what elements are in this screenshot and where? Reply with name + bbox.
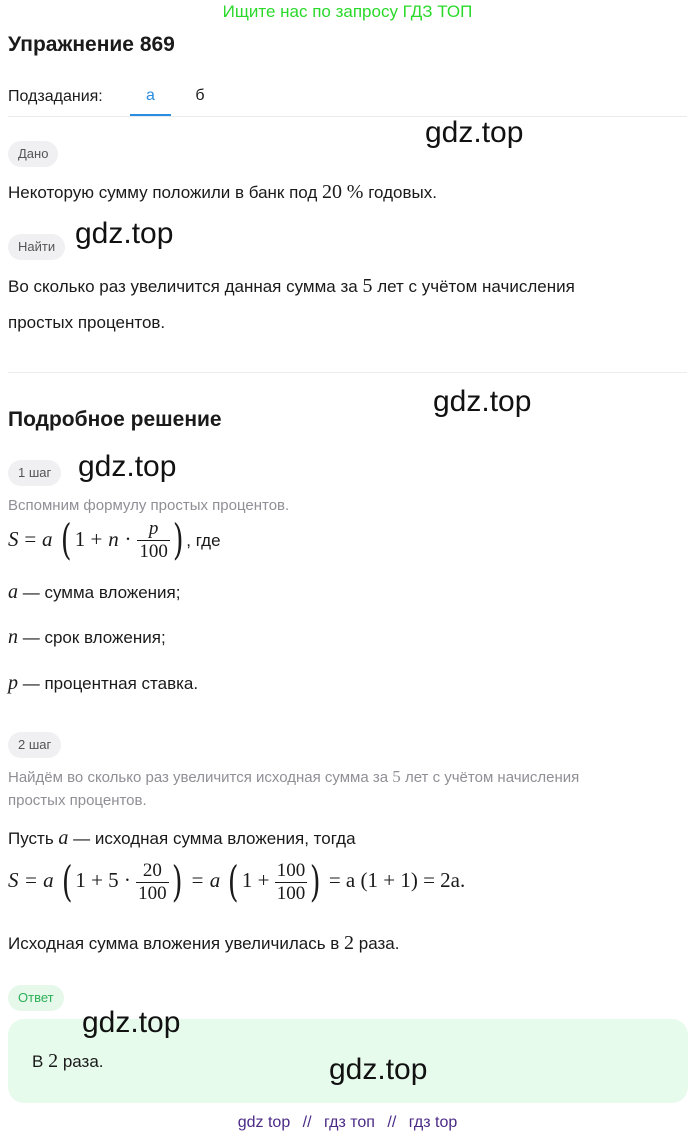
watermark: gdz.top <box>433 385 532 418</box>
step2-hint-after: лет с учётом начисления <box>404 769 580 786</box>
step2-hint-years: 5 <box>392 767 401 786</box>
step2-let <box>8 827 356 850</box>
calc-part2: 1 + <box>241 868 270 893</box>
calc-part1: 1 + 5 · <box>75 868 131 893</box>
answer-num: 2 <box>48 1050 59 1072</box>
step2-pill: 2 шаг <box>8 732 61 758</box>
formula-where: , где <box>186 530 221 550</box>
formula-n: n <box>108 526 119 551</box>
fraction-numerator: p <box>137 518 170 541</box>
tabs-underline <box>8 116 687 117</box>
footer-links <box>0 1114 695 1132</box>
given-rate: 20 <box>322 181 343 203</box>
result-after: раза. <box>358 934 400 953</box>
def-text-p: — процентная ставка. <box>22 674 199 693</box>
subtasks-label: Подзадания: <box>8 88 103 105</box>
calc-fraction-1-num: 20 <box>136 860 169 883</box>
calc-fraction-1 <box>136 860 169 905</box>
section-divider <box>8 372 687 373</box>
find-line1-before: Во сколько раз увеличится данная сумма за <box>8 277 358 296</box>
let-symbol: a <box>58 827 69 849</box>
given-text-before: Некоторую сумму положили в банк под <box>8 183 318 202</box>
formula-a: a <box>42 526 53 551</box>
footer-separator: // <box>302 1114 312 1131</box>
watermark: gdz.top <box>82 1006 181 1039</box>
def-text-a: — сумма вложения; <box>22 583 181 602</box>
page-title: Упражнение 869 <box>8 33 175 56</box>
def-text-n: — срок вложения; <box>22 628 166 647</box>
find-line-2: простых процентов. <box>8 313 166 332</box>
calc-fraction-2-num: 100 <box>276 860 306 881</box>
watermark: gdz.top <box>329 1053 428 1086</box>
step2-hint-before: Найдём во сколько раз увеличится исходная сумма за <box>8 769 389 786</box>
subtask-tab-a[interactable]: а <box>130 86 171 116</box>
step2-hint-line-2: простых процентов. <box>8 792 147 809</box>
given-pill: Дано <box>8 141 58 167</box>
step1-hint: Вспомним формулу простых процентов. <box>8 497 290 514</box>
find-line1-after: лет с учётом начисления <box>377 277 575 296</box>
calc-paren-close-1: ) <box>171 857 183 907</box>
find-pill: Найти <box>8 234 65 260</box>
definition-n <box>8 626 166 649</box>
calculation-formula <box>8 857 466 916</box>
let-after: — исходная сумма вложения, тогда <box>73 829 356 848</box>
calc-fraction-2-den: 100 <box>276 882 306 904</box>
formula-fraction <box>137 518 170 563</box>
result-before: Исходная сумма вложения увеличилась в <box>8 934 340 953</box>
footer-link-gdz-top[interactable]: gdz top <box>237 1114 291 1131</box>
fraction-denominator: 100 <box>139 540 168 562</box>
calc-eq2: = a <box>190 868 221 893</box>
calc-paren-close-2: ) <box>310 857 321 907</box>
watermark: gdz.top <box>425 116 524 149</box>
find-line-1 <box>8 275 575 298</box>
footer-link-gdz-top-mixed[interactable]: гдз top <box>408 1114 458 1131</box>
definition-a <box>8 581 180 604</box>
formula-close-paren: ) <box>172 515 184 565</box>
formula-dot: · <box>124 526 132 551</box>
def-symbol-p: p <box>8 672 18 694</box>
answer-before: В <box>32 1052 44 1071</box>
calc-paren-open-2: ( <box>228 857 239 907</box>
footer-link-gdz-top-ru[interactable]: гдз топ <box>324 1114 375 1131</box>
calc-lhs: S = a <box>8 868 54 893</box>
footer-separator: // <box>387 1114 397 1131</box>
step2-hint-line-1 <box>8 765 579 790</box>
watermark: gdz.top <box>78 450 177 483</box>
simple-interest-formula <box>8 515 221 570</box>
answer-after: раза. <box>62 1052 104 1071</box>
calc-fraction-2 <box>275 860 308 905</box>
formula-one-plus: 1 + <box>74 526 103 551</box>
answer-pill: Ответ <box>8 985 64 1011</box>
subtask-tab-b[interactable]: б <box>195 87 205 104</box>
calc-tail: = a (1 + 1) = 2a. <box>328 868 466 893</box>
given-text <box>8 181 437 204</box>
solution-title: Подробное решение <box>8 408 222 431</box>
def-symbol-a: a <box>8 581 18 603</box>
watermark: gdz.top <box>75 217 174 250</box>
step1-pill: 1 шаг <box>8 460 61 486</box>
given-percent: % <box>346 181 364 203</box>
given-text-after: годовых. <box>368 183 437 202</box>
def-symbol-n: n <box>8 626 18 648</box>
formula-eq: = <box>24 526 37 551</box>
formula-s: S <box>8 526 19 551</box>
formula-open-paren: ( <box>61 515 72 565</box>
answer-text <box>32 1050 104 1073</box>
definition-p <box>8 672 198 695</box>
result-num: 2 <box>344 932 355 954</box>
find-years: 5 <box>362 275 373 297</box>
calc-fraction-1-den: 100 <box>138 882 167 904</box>
calc-paren-open-1: ( <box>61 857 73 907</box>
let-before: Пусть <box>8 829 54 848</box>
step2-result <box>8 932 399 955</box>
search-banner: Ищите нас по запросу ГДЗ ТОП <box>222 2 473 21</box>
